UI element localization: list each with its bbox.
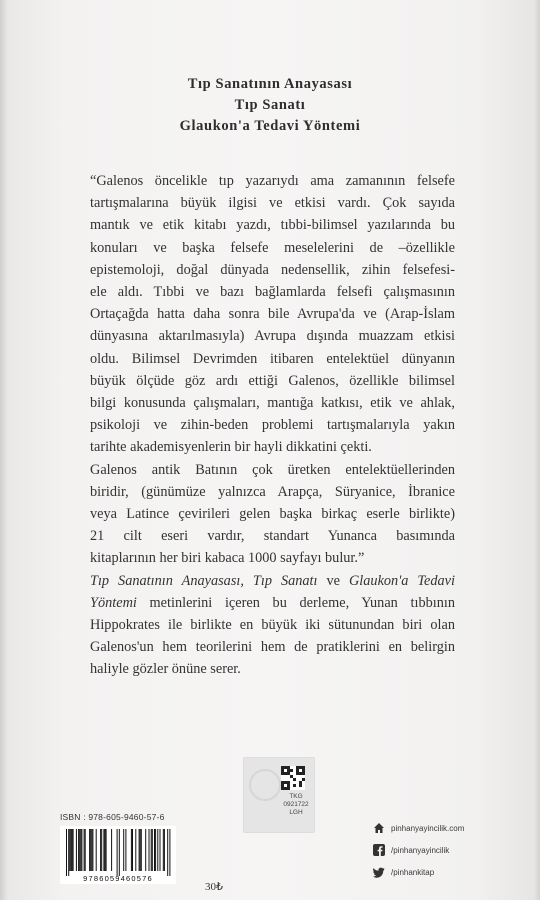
barcode-bar — [90, 829, 91, 871]
barcode-digits: 9786059460576 — [83, 874, 153, 883]
barcode-bar — [164, 829, 165, 871]
barcode-bar — [145, 829, 146, 871]
sticker-logo-icon — [249, 769, 281, 801]
barcode-bar — [167, 829, 168, 876]
contact-text: pinhanyayincilik.com — [391, 823, 465, 833]
text-line: büyük ölçüde göz ardı ettiği Galenos, özellikle bilimsel — [90, 372, 455, 389]
sticker-line: LGH — [289, 809, 303, 816]
barcode-bar — [85, 829, 86, 871]
text-line: haliyle gözler önüne serer. — [90, 661, 241, 678]
text-line: psikoloji ve zihin-beden problemi tartışmalarıyla yakın — [90, 417, 455, 434]
text-line: mantık ve etik kitabı yazdı, tıbbi-bilimsel yazılarında bu — [90, 217, 455, 234]
title-block — [0, 74, 540, 137]
text-line: Hippokrates ile birlikte en büyük iki sütunundan biri olan — [90, 617, 455, 634]
barcode-bar — [123, 829, 124, 871]
barcode-bar — [69, 829, 70, 871]
barcode-icon — [60, 826, 176, 884]
barcode-bar — [100, 829, 101, 871]
barcode — [60, 826, 176, 884]
barcode-bar — [157, 829, 158, 871]
barcode-bar — [139, 829, 140, 871]
text-line: veya Latince çevirileri gelen başka birkaç eserle birlikte) — [90, 506, 455, 523]
text-line: “Galenos öncelikle tıp yazarıydı ama zamanının felsefe — [90, 173, 455, 189]
barcode-bar — [149, 829, 150, 871]
contact-facebook — [373, 839, 464, 861]
barcode-bar — [79, 829, 80, 871]
barcode-bar — [155, 829, 156, 871]
barcode-bar — [117, 829, 118, 876]
text-line: dünyasına aktarılmasıyla) Avrupa dışında muazzam etkisi — [90, 328, 455, 345]
text-line: konuları ve başka felsefe meselelerini de –özellikle — [90, 239, 455, 256]
library-sticker — [243, 757, 315, 833]
barcode-bar — [125, 829, 126, 871]
text-line: tarihte akademisyenlerin bir hayli dikkatini çekti. — [90, 439, 372, 456]
italic-title: Tıp Sanatının Anayasası, Tıp Sanatı — [90, 572, 318, 589]
text-line: tartışmalarına büyük ilgisi ve etkisi vardı. Çok sayıda — [90, 195, 455, 212]
barcode-bar — [151, 829, 152, 871]
contact-twitter — [373, 861, 464, 883]
barcode-bar — [89, 829, 90, 871]
text-line: epistemoloji, doğal dünyada nedensellik, zihin felsefesi- — [90, 261, 455, 278]
barcode-bar — [160, 829, 161, 871]
barcode-bar — [91, 829, 92, 871]
contact-text: /pinhanyayincilik — [391, 845, 450, 855]
text-line: Galenos antik Batının çok üretken entelektüellerinden — [90, 461, 455, 478]
qr-code-icon — [281, 766, 305, 790]
title-line: Tıp Sanatı — [234, 97, 306, 113]
text-fragment: ve — [317, 572, 349, 589]
italic-title: Yöntemi — [90, 594, 137, 611]
barcode-bar — [135, 829, 136, 871]
sticker-line: TKG — [289, 793, 303, 800]
sticker-line: 0921722 — [283, 801, 309, 808]
text-line: biridir, (günümüze yalnızca Arapça, Süryanice, İbranice — [90, 483, 455, 500]
barcode-bar — [103, 829, 104, 871]
text-fragment: metinlerini içeren bu derleme, Yunan tıbbının — [136, 594, 455, 611]
text-line — [90, 592, 455, 614]
barcode-bar — [132, 829, 133, 871]
barcode-bar — [80, 829, 81, 871]
facebook-icon — [373, 844, 385, 856]
text-line: oldu. Bilimsel Devrimden itibaren entelektüel dünyanın — [90, 350, 455, 367]
barcode-bar — [106, 829, 107, 871]
barcode-bar — [131, 829, 132, 871]
barcode-bar — [140, 829, 141, 871]
isbn-label: ISBN : 978-605-9460-57-6 — [60, 812, 165, 822]
contact-website — [373, 817, 464, 839]
text-line: Galenos'un hem teorilerini hem de pratiklerini en belirgin — [90, 639, 455, 656]
blurb-text — [90, 170, 455, 681]
barcode-bar — [72, 829, 73, 871]
barcode-bar — [84, 829, 85, 871]
barcode-bar — [163, 829, 164, 871]
barcode-bar — [66, 829, 67, 876]
contact-text: /pinhankitap — [391, 867, 435, 877]
home-icon — [373, 822, 385, 834]
barcode-bar — [111, 829, 112, 871]
twitter-icon — [373, 866, 385, 878]
title-line: Glaukon'a Tedavi Yöntemi — [179, 118, 361, 134]
barcode-bar — [73, 829, 74, 871]
italic-title: Glaukon'a Tedavi — [348, 572, 455, 589]
text-line: Ortaçağda hatta daha sonra bile Avrupa'da ve (Arap-İslam — [90, 306, 455, 323]
barcode-bar — [81, 829, 82, 871]
barcode-bar — [105, 829, 106, 871]
barcode-bar — [101, 829, 102, 871]
barcode-bar — [119, 829, 120, 876]
text-line: kitaplarının her biri kabaca 1000 sayfayı bulur.” — [90, 550, 365, 567]
title-line: Tıp Sanatının Anayasası — [187, 76, 353, 92]
barcode-bar — [152, 829, 153, 871]
barcode-bar — [76, 829, 77, 871]
barcode-bar — [154, 829, 155, 871]
text-line: bilgi konusunda çalışmaları, mantığa katkısı, etik ve ahlak, — [90, 395, 455, 412]
barcode-bar — [92, 829, 93, 871]
text-line: ele aldı. Tıbbi ve bazı bağlamlarda felsefi çalışmasının — [90, 284, 455, 301]
text-line — [90, 570, 455, 592]
barcode-bar — [96, 829, 97, 871]
text-line: 21 cilt eseri vardır, standart Yunanca basımında — [90, 528, 455, 545]
barcode-bar — [70, 829, 71, 871]
publisher-contacts — [373, 817, 464, 883]
barcode-bar — [78, 829, 79, 871]
barcode-bar — [141, 829, 142, 871]
barcode-bar — [169, 829, 170, 876]
barcode-bar — [68, 829, 69, 876]
price: 30₺ — [205, 881, 223, 893]
sticker-code — [281, 793, 311, 817]
